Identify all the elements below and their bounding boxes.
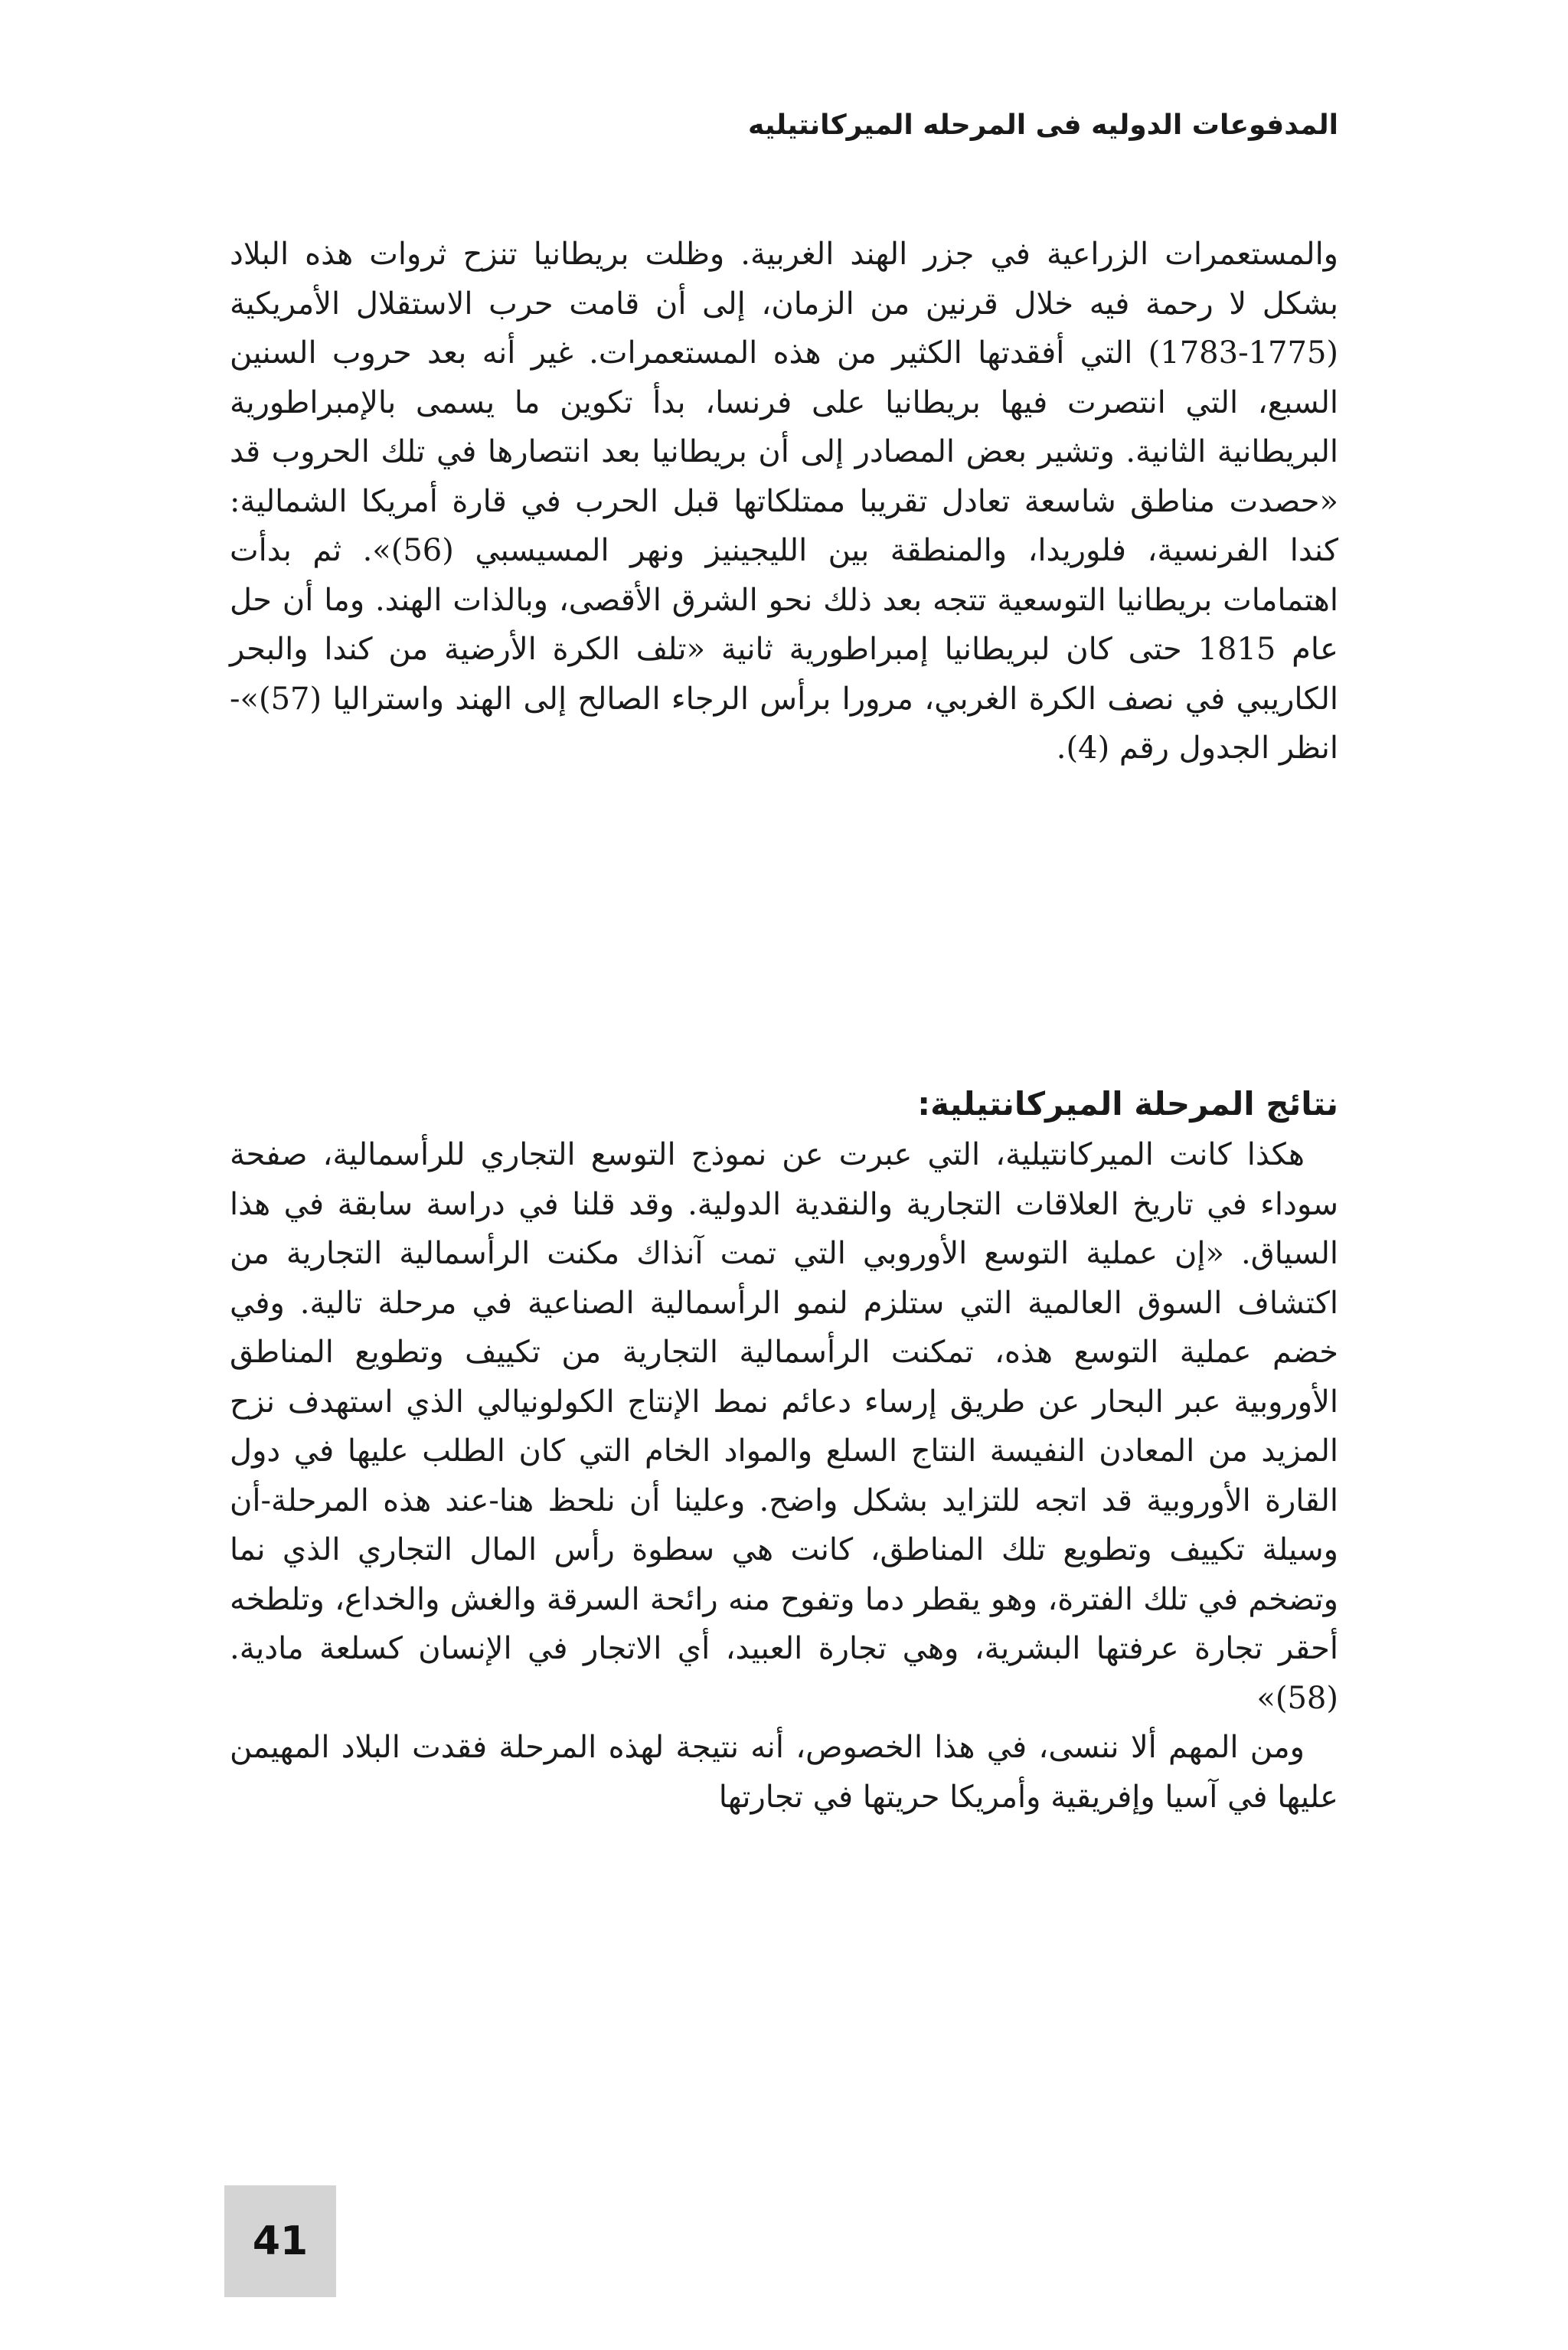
section-heading: نتائج المرحلة الميركانتيلية: xyxy=(917,1085,1338,1123)
page-number-box xyxy=(224,2185,336,2297)
body-text-top xyxy=(230,230,1338,773)
running-header: المدفوعات الدوليه فى المرحله الميركانتيليه xyxy=(748,109,1338,141)
paragraph-3: ومن المهم ألا ننسى، في هذا الخصوص، أنه نتيجة لهذه المرحلة فقدت البلاد المهيمن عليها في آسيا وإفريقية وأمريكا حريتها في تجارتها xyxy=(230,1730,1338,1815)
paragraph-1: والمستعمرات الزراعية في جزر الهند الغربية. وظلت بريطانيا تنزح ثروات هذه البلاد بشكل لا رحمة فيه خلال قرنين من الزمان، إلى أن قامت حرب الاستقلال الأمريكية (1775-1783) التي أفقدتها الكثير من هذه المستعمرات. غير أنه بعد حروب السنين السبع، التي انتصرت فيها بريطانيا على فرنسا، بدأ تكوين ما يسمى بالإمبراطورية البريطانية الثانية. وتشير بعض المصادر إلى أن بريطانيا بعد انتصارها في تلك الحروب قد «حصدت مناطق شاسعة تعادل تقريبا ممتلكاتها قبل الحرب في قارة أمريكا الشمالية: كندا الفرنسية، فلوريدا، والمنطقة بين الليجينيز ونهر المسيسبي (56)». ثم بدأت اهتمامات بريطانيا التوسعية تتجه بعد ذلك نحو الشرق الأقصى، وبالذات الهند. وما أن حل عام 1815 حتى كان لبريطانيا إمبراطورية ثانية «تلف الكرة الأرضية من كندا والبحر الكاريبي في نصف الكرة الغربي، مرورا برأس الرجاء الصالح إلى الهند واستراليا (57)»-انظر الجدول رقم (4). xyxy=(230,237,1339,766)
body-text-bottom xyxy=(230,1130,1338,1822)
page-number: 41 xyxy=(252,2218,309,2264)
paragraph-2: هكذا كانت الميركانتيلية، التي عبرت عن نموذج التوسع التجاري للرأسمالية، صفحة سوداء في تاريخ العلاقات التجارية والنقدية الدولية. وقد قلنا في دراسة سابقة في هذا السياق. «إن عملية التوسع الأوروبي التي تمت آنذاك مكنت الرأسمالية التجارية من اكتشاف السوق العالمية التي ستلزم لنمو الرأسمالية الصناعية في مرحلة تالية. وفي خضم عملية التوسع هذه، تمكنت الرأسمالية التجارية من تكييف وتطويع المناطق الأوروبية عبر البحار عن طريق إرساء دعائم نمط الإنتاج الكولونيالي الذي استهدف نزح المزيد من المعادن النفيسة النتاج السلع والمواد الخام التي كان الطلب عليها في دول القارة الأوروبية قد اتجه للتزايد بشكل واضح. وعلينا أن نلحظ هنا-عند هذه المرحلة-أن وسيلة تكييف وتطويع تلك المناطق، كانت هي سطوة رأس المال التجاري الذي نما وتضخم في تلك الفترة، وهو يقطر دما وتفوح منه رائحة السرقة والغش والخداع، وتلطخه أحقر تجارة عرفتها البشرية، وهي تجارة العبيد، أي الاتجار في الإنسان كسلعة مادية. (58)» xyxy=(230,1137,1338,1716)
